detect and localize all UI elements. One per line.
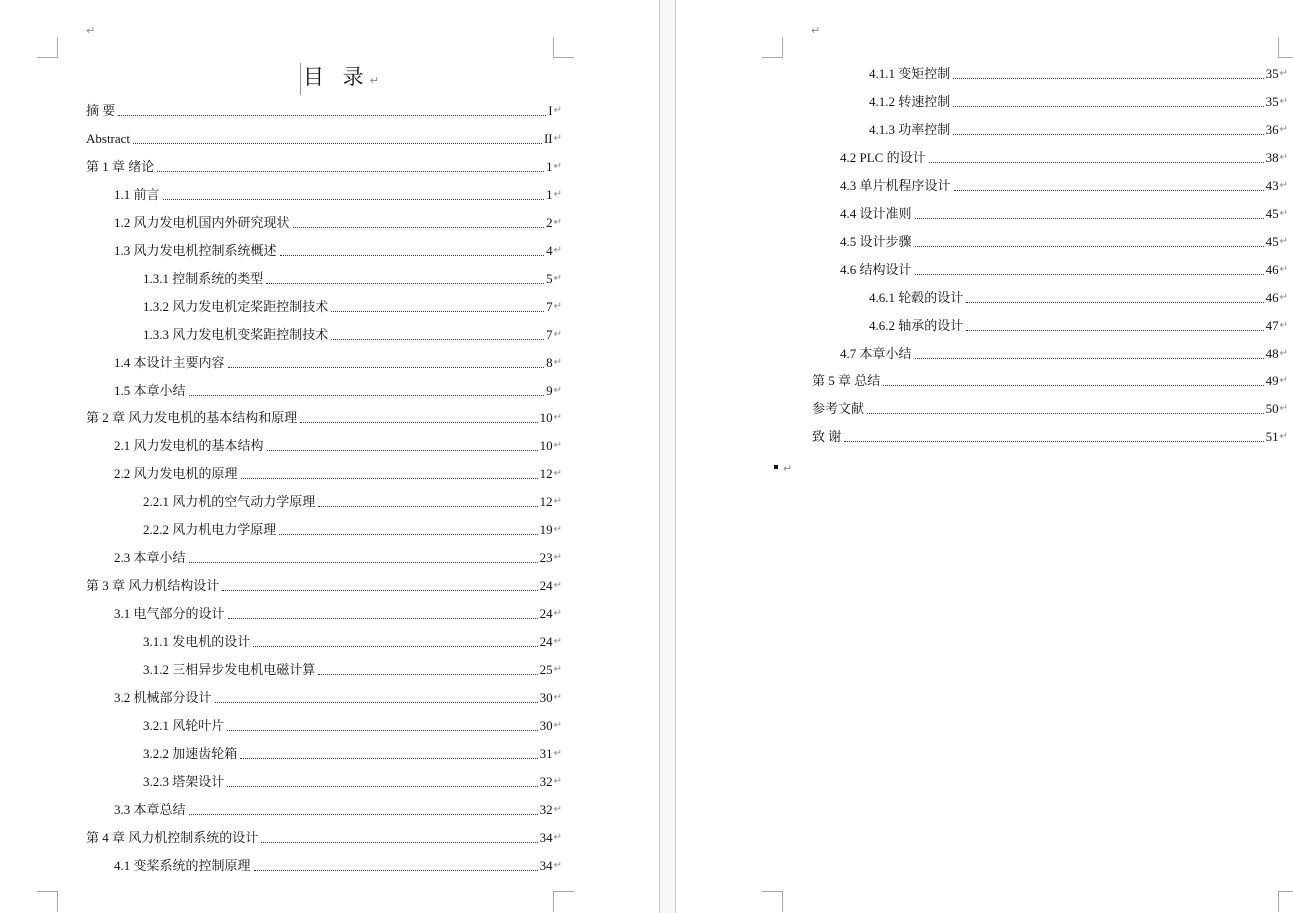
toc-entry[interactable] [143, 742, 562, 762]
toc-leader-dots [331, 338, 544, 340]
paragraph-mark: ↵ [553, 636, 562, 648]
toc-entry[interactable] [840, 174, 1288, 194]
paragraph-mark: ↵ [1279, 151, 1288, 163]
paragraph-mark: ↵ [553, 524, 562, 536]
toc-entry-label: 第 5 章 总结 [812, 373, 881, 389]
toc-entry-page-number: 35 [1265, 66, 1279, 81]
toc-leader-dots [241, 477, 538, 479]
paragraph-mark: ↵ [1279, 319, 1288, 331]
toc-entry-label: 4.5 设计步骤 [840, 233, 912, 249]
toc-entry[interactable] [114, 602, 562, 622]
toc-leader-dots [133, 142, 542, 144]
toc-entry[interactable] [114, 854, 562, 874]
toc-entry-label: 1.3 风力发电机控制系统概述 [114, 242, 277, 258]
toc-entry-label: 1.3.1 控制系统的类型 [143, 270, 264, 286]
toc-entry-label: 4.6.2 轴承的设计 [869, 317, 964, 333]
toc-entry-label: 4.6 结构设计 [840, 261, 912, 277]
paragraph-mark: ↵ [553, 496, 562, 508]
toc-entry[interactable] [840, 342, 1288, 362]
toc-leader-dots [966, 301, 1263, 303]
toc-entry[interactable] [114, 434, 562, 454]
toc-entry-label: 4.4 设计准则 [840, 205, 912, 221]
toc-entry-label: 第 4 章 风力机控制系统的设计 [86, 829, 259, 845]
toc-entry-page-number: 45 [1265, 205, 1279, 221]
toc-entry-label: 2.3 本章小结 [114, 550, 186, 566]
toc-leader-dots [915, 245, 1264, 247]
toc-leader-dots [929, 161, 1264, 163]
toc-entry-page-number: 24 [539, 634, 553, 650]
toc-leader-dots [240, 757, 537, 759]
document-page-right[interactable] [676, 0, 1293, 913]
toc-entry-page-number: 48 [1265, 345, 1279, 361]
toc-entry-label: 4.1.1 变矩控制 [869, 66, 951, 81]
toc-entry[interactable] [869, 118, 1288, 138]
toc-entry-page-number: 46 [1265, 261, 1279, 277]
toc-entry[interactable] [114, 379, 562, 399]
toc-entry[interactable] [114, 462, 562, 482]
paragraph-mark: ↵ [1279, 347, 1288, 359]
paragraph-mark: ↵ [553, 747, 562, 759]
toc-entry[interactable] [869, 286, 1288, 306]
toc-entry-label: 3.2.3 塔架设计 [143, 773, 225, 789]
paragraph-mark: ↵ [553, 691, 562, 703]
toc-entry-page-number: 12 [539, 466, 553, 482]
toc-entry-page-number: 31 [539, 745, 553, 761]
toc-entry-page-number: I [548, 103, 553, 118]
toc-entry-page-number: 51 [1265, 429, 1279, 445]
toc-entry-page-number: 8 [546, 354, 553, 370]
toc-entry-label: 3.2.2 加速齿轮箱 [143, 745, 238, 761]
toc-entry-page-number: 45 [1265, 233, 1279, 249]
toc-entry-label: 第 1 章 绪论 [86, 158, 155, 174]
toc-entry[interactable] [114, 798, 562, 818]
margin-corner-mark [37, 37, 58, 58]
toc-entry[interactable] [114, 183, 562, 203]
toc-entry-label: 4.7 本章小结 [840, 345, 912, 361]
toc-entry[interactable] [840, 202, 1288, 222]
toc-entry[interactable] [114, 546, 562, 566]
toc-leader-dots [883, 384, 1263, 386]
paragraph-mark: ↵ [553, 719, 562, 731]
toc-entry-page-number: 10 [539, 438, 553, 454]
paragraph-mark: ↵ [553, 580, 562, 592]
paragraph-mark: ↵ [1279, 263, 1288, 275]
toc-entry[interactable] [143, 770, 562, 790]
toc-leader-dots [267, 449, 538, 451]
toc-leader-dots [966, 329, 1263, 331]
paragraph-mark: ↵ [1279, 68, 1288, 79]
toc-leader-dots [954, 189, 1264, 191]
toc-entry[interactable] [143, 295, 562, 315]
toc-entry[interactable] [869, 90, 1288, 110]
toc-leader-dots [953, 105, 1263, 107]
toc-leader-dots [215, 701, 538, 703]
toc-entry[interactable] [812, 397, 1288, 417]
paragraph-mark: ↵ [553, 216, 562, 228]
paragraph-mark: ↵ [783, 462, 793, 475]
toc-leader-dots [280, 254, 545, 256]
toc-entry[interactable] [86, 155, 562, 175]
paragraph-mark: ↵ [1279, 95, 1288, 107]
toc-leader-dots [953, 77, 1263, 79]
toc-entry-label: 1.4 本设计主要内容 [114, 354, 225, 370]
paragraph-mark: ↵ [553, 328, 562, 340]
toc-entry-label: 1.3.2 风力发电机定桨距控制技术 [143, 298, 329, 314]
anchor-marker-icon [774, 465, 778, 469]
toc-leader-dots [279, 533, 537, 535]
paragraph-mark: ↵ [1279, 179, 1288, 191]
toc-entry[interactable] [869, 62, 1288, 82]
toc-entry-page-number: 7 [546, 298, 553, 314]
toc-entry[interactable] [840, 258, 1288, 278]
toc-entry-page-number: 19 [539, 522, 553, 538]
toc-entry[interactable] [143, 518, 562, 538]
toc-entry[interactable] [86, 99, 562, 119]
paragraph-mark: ↵ [553, 384, 562, 396]
paragraph-mark: ↵ [553, 160, 562, 172]
paragraph-mark: ↵ [553, 468, 562, 480]
paragraph-mark: ↵ [1279, 375, 1288, 387]
toc-entry-label: Abstract [86, 130, 131, 146]
toc-leader-dots [867, 412, 1264, 414]
toc-title-text: 目 录 [303, 65, 370, 89]
paragraph-mark: ↵ [1279, 403, 1288, 415]
toc-entry-label: 4.2 PLC 的设计 [840, 149, 926, 165]
paragraph-mark: ↵ [553, 775, 562, 787]
paragraph-mark: ↵ [553, 552, 562, 564]
paragraph-mark: ↵ [811, 24, 821, 37]
toc-entry[interactable] [114, 686, 562, 706]
toc-title[interactable] [300, 63, 379, 95]
toc-entry-label: 第 3 章 风力机结构设计 [86, 578, 220, 594]
toc-leader-dots [189, 561, 538, 563]
toc-entry[interactable] [143, 658, 562, 678]
toc-entry-page-number: 32 [539, 801, 553, 817]
paragraph-mark: ↵ [553, 300, 562, 312]
toc-entry[interactable] [869, 314, 1288, 334]
toc-entry-label: 摘 要 [86, 103, 116, 118]
margin-corner-mark [1278, 891, 1293, 912]
toc-leader-dots [915, 217, 1264, 219]
toc-entry-label: 4.1.2 转速控制 [869, 93, 951, 109]
toc-entry[interactable] [840, 146, 1288, 166]
toc-entry-page-number: II [543, 130, 553, 146]
toc-entry-page-number: 32 [539, 773, 553, 789]
margin-corner-mark [1278, 37, 1293, 58]
toc-entry-page-number: 36 [1265, 121, 1279, 137]
paragraph-mark: ↵ [553, 272, 562, 284]
margin-corner-mark [37, 891, 58, 912]
toc-entry-label: 1.3.3 风力发电机变桨距控制技术 [143, 326, 329, 342]
paragraph-mark: ↵ [553, 105, 562, 116]
toc-entry-page-number: 35 [1265, 93, 1279, 109]
toc-entry-page-number: 23 [539, 550, 553, 566]
toc-entry-label: 3.2 机械部分设计 [114, 689, 212, 705]
paragraph-mark: ↵ [1279, 291, 1288, 303]
paragraph-mark: ↵ [1279, 123, 1288, 135]
toc-leader-dots [228, 617, 538, 619]
toc-entry-label: 4.1.3 功率控制 [869, 121, 951, 137]
toc-entry-label: 4.6.1 轮毂的设计 [869, 289, 964, 305]
paragraph-mark: ↵ [553, 356, 562, 368]
toc-entry-page-number: 9 [546, 382, 553, 398]
paragraph-mark: ↵ [553, 859, 562, 871]
toc-leader-dots [253, 645, 537, 647]
toc-entry-page-number: 47 [1265, 317, 1279, 333]
toc-entry-page-number: 38 [1265, 149, 1279, 165]
toc-leader-dots [953, 133, 1263, 135]
toc-entry-label: 4.3 单片机程序设计 [840, 177, 951, 193]
margin-corner-mark [762, 37, 783, 58]
page-gap [659, 0, 676, 913]
toc-entry[interactable] [143, 630, 562, 650]
toc-entry[interactable] [840, 230, 1288, 250]
toc-entry-label: 1.5 本章小结 [114, 382, 186, 398]
paragraph-mark: ↵ [369, 74, 379, 87]
toc-entry-page-number: 30 [539, 717, 553, 733]
toc-entry-page-number: 25 [539, 662, 553, 677]
toc-entry-page-number: 5 [546, 270, 553, 286]
toc-entry-label: 4.1 变桨系统的控制原理 [114, 857, 251, 873]
toc-entry-page-number: 10 [539, 410, 553, 426]
toc-entry-page-number: 24 [539, 606, 553, 622]
toc-leader-dots [222, 589, 537, 591]
toc-entry[interactable] [143, 323, 562, 343]
toc-leader-dots [254, 869, 538, 871]
toc-entry-page-number: 43 [1265, 177, 1279, 193]
toc-leader-dots [118, 114, 546, 116]
toc-entry-label: 3.1.1 发电机的设计 [143, 634, 251, 650]
toc-entry-label: 致 谢 [812, 429, 842, 445]
margin-corner-mark [553, 37, 574, 58]
toc-entry[interactable] [812, 425, 1288, 445]
toc-entry-label: 3.1.2 三相异步发电机电磁计算 [143, 662, 316, 677]
toc-entry-page-number: 50 [1265, 401, 1279, 417]
toc-leader-dots [189, 813, 538, 815]
paragraph-mark: ↵ [86, 24, 96, 37]
toc-entry-label: 1.1 前言 [114, 186, 160, 202]
toc-entry[interactable] [143, 267, 562, 287]
paragraph-mark: ↵ [553, 608, 562, 620]
toc-entry[interactable] [86, 127, 562, 147]
toc-leader-dots [915, 357, 1264, 359]
paragraph-mark: ↵ [553, 803, 562, 815]
toc-entry-page-number: 12 [539, 494, 553, 510]
toc-entry[interactable] [143, 490, 562, 510]
toc-entry-page-number: 34 [539, 857, 553, 873]
toc-entry-page-number: 24 [539, 578, 553, 594]
toc-entry-label: 2.2.1 风力机的空气动力学原理 [143, 494, 316, 510]
paragraph-mark: ↵ [553, 664, 562, 675]
toc-entry-page-number: 49 [1265, 373, 1279, 389]
toc-leader-dots [293, 226, 545, 228]
toc-entry[interactable] [812, 369, 1288, 389]
toc-leader-dots [844, 440, 1263, 442]
toc-leader-dots [227, 729, 537, 731]
toc-entry-page-number: 4 [546, 242, 553, 258]
margin-corner-mark [762, 891, 783, 912]
toc-leader-dots [261, 841, 537, 843]
paragraph-mark: ↵ [1279, 235, 1288, 247]
toc-entry[interactable] [114, 239, 562, 259]
paragraph-mark: ↵ [553, 412, 562, 424]
toc-entry-label: 参考文献 [812, 401, 865, 417]
paragraph-mark: ↵ [553, 188, 562, 200]
toc-leader-dots [163, 198, 545, 200]
toc-entry[interactable] [114, 211, 562, 231]
toc-entry[interactable] [143, 714, 562, 734]
toc-leader-dots [157, 170, 544, 172]
toc-leader-dots [915, 273, 1264, 275]
paragraph-mark: ↵ [1279, 207, 1288, 219]
toc-entry-label: 3.3 本章总结 [114, 801, 186, 817]
toc-entry-label: 3.2.1 风轮叶片 [143, 717, 225, 733]
toc-entry[interactable] [114, 351, 562, 371]
toc-entry-page-number: 34 [539, 829, 553, 845]
toc-entry-page-number: 46 [1265, 289, 1279, 305]
toc-leader-dots [189, 394, 545, 396]
toc-entry-label: 2.2.2 风力机电力学原理 [143, 522, 277, 538]
toc-entry-page-number: 30 [539, 689, 553, 705]
toc-entry[interactable] [86, 574, 562, 594]
paragraph-mark: ↵ [553, 831, 562, 843]
toc-entry-label: 第 2 章 风力发电机的基本结构和原理 [86, 410, 298, 426]
toc-leader-dots [318, 505, 537, 507]
toc-entry[interactable] [86, 826, 562, 846]
toc-entry-page-number: 2 [546, 214, 553, 230]
toc-leader-dots [227, 785, 537, 787]
toc-entry-label: 1.2 风力发电机国内外研究现状 [114, 214, 290, 230]
toc-entry-label: 3.1 电气部分的设计 [114, 606, 225, 622]
toc-leader-dots [318, 673, 537, 675]
toc-leader-dots [331, 310, 544, 312]
toc-leader-dots [266, 282, 544, 284]
toc-entry-label: 2.2 风力发电机的原理 [114, 466, 238, 482]
margin-corner-mark [553, 891, 574, 912]
paragraph-mark: ↵ [1279, 431, 1288, 443]
toc-entry-page-number: 1 [546, 186, 553, 202]
toc-leader-dots [228, 366, 545, 368]
paragraph-mark: ↵ [553, 132, 562, 144]
toc-entry-page-number: 1 [546, 158, 553, 174]
toc-entry-label: 2.1 风力发电机的基本结构 [114, 438, 264, 454]
paragraph-mark: ↵ [553, 244, 562, 256]
paragraph-mark: ↵ [553, 440, 562, 452]
toc-leader-dots [300, 421, 537, 423]
toc-entry-page-number: 7 [546, 326, 553, 342]
toc-entry[interactable] [86, 406, 562, 426]
